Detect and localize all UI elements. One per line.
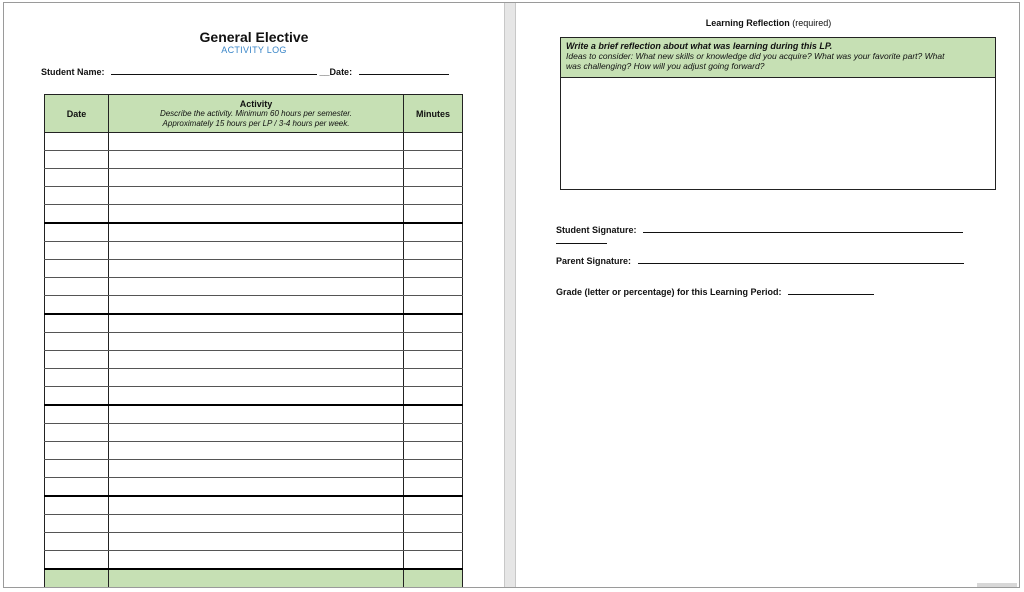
date-cell[interactable] <box>45 278 109 296</box>
minutes-cell[interactable] <box>404 442 463 460</box>
minutes-cell[interactable] <box>404 369 463 387</box>
activity-column-header <box>109 95 404 133</box>
minutes-cell[interactable] <box>404 496 463 515</box>
table-row <box>45 369 463 387</box>
minutes-cell[interactable] <box>404 133 463 151</box>
student-signature-label: Student Signature: <box>556 225 637 235</box>
date-cell[interactable] <box>45 442 109 460</box>
student-signature-overflow-line <box>556 235 607 244</box>
activity-cell[interactable] <box>109 551 404 570</box>
activity-header-desc-2: Approximately 15 hours per LP / 3-4 hours per week. <box>162 118 350 128</box>
activity-cell[interactable] <box>109 333 404 351</box>
reflection-prompt: Write a brief reflection about what was learning during this LP. <box>566 41 833 51</box>
date-cell[interactable] <box>45 533 109 551</box>
table-row <box>45 169 463 187</box>
total-minutes-cell <box>404 569 463 587</box>
horizontal-scrollbar[interactable] <box>977 583 1017 587</box>
reflection-title <box>516 18 1020 28</box>
activity-cell[interactable] <box>109 351 404 369</box>
minutes-cell[interactable] <box>404 533 463 551</box>
activity-cell[interactable] <box>109 187 404 205</box>
total-row <box>45 569 463 587</box>
reflection-box <box>560 37 996 190</box>
student-name-label: Student Name: <box>41 67 105 77</box>
minutes-cell[interactable] <box>404 223 463 242</box>
table-row <box>45 551 463 570</box>
activity-log-table <box>44 94 463 587</box>
table-row <box>45 351 463 369</box>
minutes-cell[interactable] <box>404 515 463 533</box>
minutes-cell[interactable] <box>404 351 463 369</box>
activity-cell[interactable] <box>109 460 404 478</box>
activity-cell[interactable] <box>109 496 404 515</box>
minutes-cell[interactable] <box>404 260 463 278</box>
reflection-required-note: (required) <box>792 18 832 28</box>
table-row <box>45 515 463 533</box>
date-cell[interactable] <box>45 551 109 570</box>
table-row <box>45 405 463 424</box>
activity-cell[interactable] <box>109 260 404 278</box>
date-field[interactable] <box>359 66 449 75</box>
minutes-cell[interactable] <box>404 169 463 187</box>
activity-cell[interactable] <box>109 387 404 406</box>
parent-signature-line <box>556 255 964 266</box>
reflection-ideas-line-2: was challenging? How will you adjust going forward? <box>566 61 765 71</box>
page-subtitle: ACTIVITY LOG <box>221 45 287 55</box>
date-cell[interactable] <box>45 133 109 151</box>
activity-cell[interactable] <box>109 296 404 315</box>
minutes-cell[interactable] <box>404 405 463 424</box>
grade-line <box>556 286 874 297</box>
minutes-cell[interactable] <box>404 478 463 497</box>
table-row <box>45 223 463 242</box>
activity-cell[interactable] <box>109 478 404 497</box>
reflection-ideas-line-1: Ideas to consider: What new skills or knowledge did you acquire? What was your favorite part? What <box>566 51 945 61</box>
date-cell[interactable] <box>45 169 109 187</box>
reflection-text-area[interactable] <box>561 78 995 189</box>
date-cell[interactable] <box>45 314 109 333</box>
date-column-header: Date <box>45 95 109 133</box>
activity-cell[interactable] <box>109 223 404 242</box>
date-cell[interactable] <box>45 369 109 387</box>
student-name-field[interactable] <box>111 66 317 75</box>
date-cell[interactable] <box>45 496 109 515</box>
activity-header-desc-1: Describe the activity. Minimum 60 hours per semester. <box>159 108 353 118</box>
activity-cell[interactable] <box>109 133 404 151</box>
date-cell[interactable] <box>45 333 109 351</box>
minutes-cell[interactable] <box>404 151 463 169</box>
student-info-line <box>41 66 449 77</box>
activity-cell[interactable] <box>109 442 404 460</box>
reflection-page <box>516 3 1020 587</box>
student-signature-field[interactable] <box>643 224 963 233</box>
table-row <box>45 278 463 296</box>
activity-header-label: Activity <box>239 98 273 109</box>
activity-cell[interactable] <box>109 405 404 424</box>
activity-cell[interactable] <box>109 424 404 442</box>
activity-cell[interactable] <box>109 533 404 551</box>
grade-field[interactable] <box>788 286 874 295</box>
date-cell[interactable] <box>45 205 109 224</box>
date-cell[interactable] <box>45 351 109 369</box>
table-row <box>45 333 463 351</box>
table-row <box>45 133 463 151</box>
parent-signature-label: Parent Signature: <box>556 256 632 266</box>
date-label: __Date: <box>319 67 353 77</box>
date-cell[interactable] <box>45 260 109 278</box>
minutes-cell[interactable] <box>404 242 463 260</box>
activity-cell[interactable] <box>109 151 404 169</box>
minutes-cell[interactable] <box>404 424 463 442</box>
table-row <box>45 424 463 442</box>
activity-log-page <box>4 3 504 587</box>
activity-cell[interactable] <box>109 205 404 224</box>
table-row <box>45 387 463 406</box>
parent-signature-field[interactable] <box>638 255 964 264</box>
table-row <box>45 496 463 515</box>
table-row <box>45 314 463 333</box>
activity-cell[interactable] <box>109 314 404 333</box>
date-cell[interactable] <box>45 424 109 442</box>
page-title: General Elective <box>199 29 309 45</box>
date-cell[interactable] <box>45 387 109 406</box>
date-cell[interactable] <box>45 223 109 242</box>
page-gutter <box>504 3 516 587</box>
date-cell[interactable] <box>45 151 109 169</box>
date-cell[interactable] <box>45 515 109 533</box>
activity-cell[interactable] <box>109 242 404 260</box>
grade-label: Grade (letter or percentage) for this Learning Period: <box>556 287 782 297</box>
reflection-title-label: Learning Reflection <box>705 18 790 28</box>
minutes-cell[interactable] <box>404 278 463 296</box>
table-row <box>45 151 463 169</box>
activity-cell[interactable] <box>109 278 404 296</box>
minutes-cell[interactable] <box>404 333 463 351</box>
table-header-row <box>45 95 463 133</box>
table-row <box>45 533 463 551</box>
minutes-cell[interactable] <box>404 314 463 333</box>
minutes-column-header: Minutes <box>404 95 463 133</box>
date-cell[interactable] <box>45 405 109 424</box>
date-cell[interactable] <box>45 478 109 497</box>
activity-cell[interactable] <box>109 169 404 187</box>
document-viewer <box>3 2 1020 588</box>
minutes-cell[interactable] <box>404 387 463 406</box>
activity-cell[interactable] <box>109 515 404 533</box>
minutes-cell[interactable] <box>404 205 463 224</box>
date-cell[interactable] <box>45 187 109 205</box>
table-row <box>45 187 463 205</box>
activity-cell[interactable] <box>109 369 404 387</box>
minutes-cell[interactable] <box>404 187 463 205</box>
table-row <box>45 260 463 278</box>
table-row <box>45 205 463 224</box>
table-row <box>45 242 463 260</box>
student-signature-line <box>556 224 963 235</box>
minutes-cell[interactable] <box>404 296 463 315</box>
date-cell[interactable] <box>45 242 109 260</box>
date-cell[interactable] <box>45 296 109 315</box>
table-row <box>45 478 463 497</box>
total-cell <box>109 569 404 587</box>
table-row <box>45 296 463 315</box>
table-row <box>45 460 463 478</box>
reflection-box-header <box>561 38 995 78</box>
table-row <box>45 442 463 460</box>
date-cell[interactable] <box>45 460 109 478</box>
minutes-cell[interactable] <box>404 460 463 478</box>
minutes-cell[interactable] <box>404 551 463 570</box>
total-cell <box>45 569 109 587</box>
